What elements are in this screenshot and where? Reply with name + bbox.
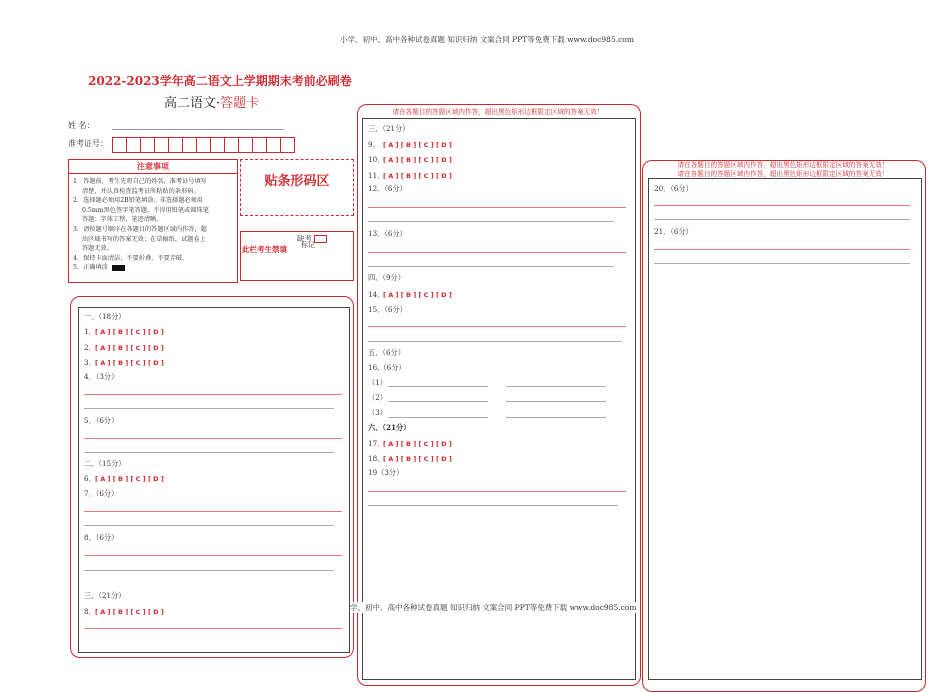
section-5-heading: 五、（6分） bbox=[368, 348, 405, 357]
site-header-mid: 学、初中、高中各种试卷真题 知识归纳 文案合同 PPT等免费下载 www.doc985.com bbox=[350, 603, 637, 612]
answer-line[interactable] bbox=[368, 207, 626, 208]
q3-options[interactable]: [ A ] [ B ] [ C ] [ D ] bbox=[95, 359, 164, 367]
q12-label: 12．（6分） bbox=[368, 184, 407, 193]
answer-line[interactable] bbox=[654, 219, 910, 220]
q10-label: 10． bbox=[368, 155, 385, 164]
q17-options[interactable]: [ A ] [ B ] [ C ] [ D ] bbox=[383, 440, 452, 448]
answer-line[interactable] bbox=[368, 266, 614, 267]
section-1-heading: 一、（18分） bbox=[84, 312, 126, 321]
panel-3-warning: 请在各题目的答题区域内作答，超出黑色矩形边框限定区域的答案无效！ bbox=[677, 161, 889, 169]
answer-line[interactable] bbox=[368, 252, 626, 253]
q14-label: 14． bbox=[368, 290, 385, 299]
absent-area bbox=[240, 231, 354, 281]
q19-label: 19（3分） bbox=[368, 468, 404, 477]
answer-line[interactable] bbox=[368, 341, 622, 342]
q8b-options[interactable]: [ A ] [ B ] [ C ] [ D ] bbox=[95, 608, 164, 616]
q5-label: 5．（6分） bbox=[84, 416, 119, 425]
answer-frame-2 bbox=[362, 118, 636, 680]
id-number-boxes[interactable] bbox=[112, 137, 295, 153]
exam-title: 2022-2023学年高二语文上学期期末考前必刷卷 bbox=[88, 74, 352, 88]
barcode-area bbox=[240, 159, 354, 216]
panel-3-warning-2: 请在各题目的答题区域内作答，超出黑色矩形边框限定区域的答案无效！ bbox=[677, 170, 889, 178]
answer-line[interactable] bbox=[368, 326, 626, 327]
section-3-heading: 三、（21分） bbox=[368, 124, 410, 133]
answer-line[interactable] bbox=[84, 408, 334, 409]
q6-label: 6． bbox=[84, 474, 96, 483]
section-2-heading: 二、（15分） bbox=[84, 459, 126, 468]
q16-part-3: （3） bbox=[368, 408, 387, 417]
answer-line[interactable] bbox=[654, 249, 910, 250]
q16-part-1: （1） bbox=[368, 378, 387, 387]
answer-line[interactable] bbox=[84, 525, 334, 526]
card-subtitle bbox=[164, 92, 259, 111]
answer-line[interactable] bbox=[388, 401, 488, 402]
answer-line[interactable] bbox=[84, 511, 342, 512]
absent-mark-label: 标记 bbox=[301, 241, 315, 249]
absent-label: 缺考 bbox=[297, 233, 327, 244]
q11-options[interactable]: [ A ] [ B ] [ C ] [ D ] bbox=[383, 172, 452, 180]
barcode-label: 贴条形码区 bbox=[264, 174, 330, 189]
q4-label: 4．（3分） bbox=[84, 372, 119, 381]
answer-line[interactable] bbox=[368, 221, 614, 222]
q14-options[interactable]: [ A ] [ B ] [ C ] [ D ] bbox=[383, 291, 452, 299]
answer-line[interactable] bbox=[84, 452, 334, 453]
q7-label: 7．（6分） bbox=[84, 489, 119, 498]
section-6-heading: 六、（21分） bbox=[368, 423, 411, 432]
q3-label: 3． bbox=[84, 358, 96, 367]
q18-options[interactable]: [ A ] [ B ] [ C ] [ D ] bbox=[383, 455, 452, 463]
q1-options[interactable]: [ A ] [ B ] [ C ] [ D ] bbox=[95, 328, 164, 336]
answer-line[interactable] bbox=[654, 263, 910, 264]
answer-line[interactable] bbox=[506, 417, 606, 418]
q11-label: 11． bbox=[368, 171, 385, 180]
q16-part-2: （2） bbox=[368, 393, 387, 402]
q15-label: 15．（6分） bbox=[368, 305, 407, 314]
id-label: 准考证号： bbox=[68, 139, 108, 148]
notice-title: 注意事项 bbox=[69, 160, 237, 174]
answer-line[interactable] bbox=[506, 401, 606, 402]
notice-body: 1．答题前，考生先将自己的姓名，准考证号填写 清楚，并认真检查监考员所粘贴的条形码。 2．选择题必须用2B铅笔填涂；非选择题必须用 0.5mm黑色签字笔答题，不得用铅笔或圆珠笔 答题；字体工整、笔迹清晰。 3．请按题号顺序在各题目的答题区域内作答，超 出区域书写的答案无效；在草稿纸、试题卷上 答题无效。 4．保持卡面清洁，不要折叠、不要弄破。 5．正确填涂 bbox=[73, 178, 209, 272]
answer-line[interactable] bbox=[84, 628, 342, 629]
q18-label: 18． bbox=[368, 454, 385, 463]
answer-line[interactable] bbox=[506, 386, 606, 387]
filled-sample-icon bbox=[112, 265, 125, 271]
name-label: 姓 名： bbox=[68, 121, 95, 130]
q16-label: 16.（6分） bbox=[368, 363, 406, 372]
q9-options[interactable]: [ A ] [ B ] [ C ] [ D ] bbox=[383, 141, 452, 149]
absent-note: 此栏考生禁填 bbox=[242, 245, 287, 254]
subtitle-main: 高二语文· bbox=[164, 96, 221, 111]
q21-label: 21．（6分） bbox=[654, 227, 693, 236]
name-field[interactable] bbox=[112, 129, 284, 130]
q20-label: 20．（6分） bbox=[654, 184, 693, 193]
q6-options[interactable]: [ A ] [ B ] [ C ] [ D ] bbox=[95, 475, 164, 483]
subtitle-red: 答题卡 bbox=[220, 96, 260, 111]
section-4-heading: 四、（9分） bbox=[368, 273, 405, 282]
q9-label: 9． bbox=[368, 140, 380, 149]
q2-label: 2． bbox=[84, 343, 96, 352]
q8b-label: 8． bbox=[84, 607, 96, 616]
q13-label: 13．（6分） bbox=[368, 229, 407, 238]
answer-line[interactable] bbox=[84, 570, 334, 571]
notice-box bbox=[68, 159, 238, 283]
section-3-heading: 三、（21分） bbox=[84, 591, 126, 600]
answer-line[interactable] bbox=[84, 394, 342, 395]
absent-checkbox[interactable] bbox=[314, 235, 327, 243]
answer-line[interactable] bbox=[84, 555, 342, 556]
q1-label: 1． bbox=[84, 327, 96, 336]
q2-options[interactable]: [ A ] [ B ] [ C ] [ D ] bbox=[95, 344, 164, 352]
answer-line[interactable] bbox=[654, 205, 910, 206]
q17-label: 17． bbox=[368, 439, 385, 448]
panel-2-warning: 请在各题目的答题区域内作答，超出黑色矩形边框限定区域的答案无效！ bbox=[392, 108, 604, 116]
q10-options[interactable]: [ A ] [ B ] [ C ] [ D ] bbox=[383, 156, 452, 164]
answer-line[interactable] bbox=[388, 417, 488, 418]
answer-line[interactable] bbox=[388, 386, 488, 387]
answer-frame-3 bbox=[648, 178, 922, 680]
site-header: 小学、初中、高中各种试卷真题 知识归纳 文案合同 PPT等免费下载 www.doc985.com bbox=[340, 35, 634, 44]
answer-line[interactable] bbox=[368, 505, 618, 506]
q8-label: 8．（6分） bbox=[84, 533, 119, 542]
answer-line[interactable] bbox=[368, 491, 626, 492]
answer-line[interactable] bbox=[84, 438, 342, 439]
